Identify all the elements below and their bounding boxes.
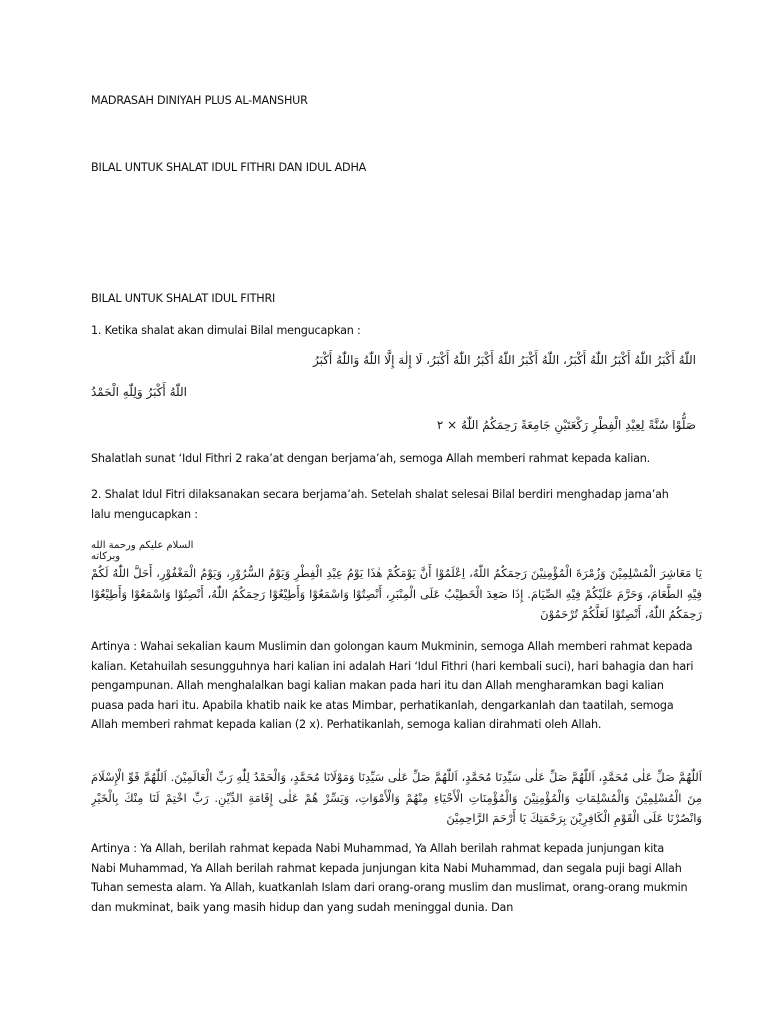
arabic-announcement-block: يَا مَعَاشِرَ الْمُسْلِمِيْنَ وَزُمْرَةَ الْمُؤْمِنِيْنَ رَحِمَكُمُ اللّٰهُ، اِعْلَمُوْا أَنَّ يَوْمَكُمْ هٰذَا يَوْمُ عِيْدِ الْفِطْرِ وَيَوْمُ السُّرُوْرِ، وَيَوْمُ الْمَغْفُوْرِ، أَحَلَّ اللّٰهُ لَكُمْ فِيْهِ الطَّعَامَ، وَحَرَّمَ عَلَيْكُمْ فِيْهِ الصِّيَامَ. إِذَا صَعِدَ الْخَطِيْبُ عَلَى الْمِنْبَرِ، أَنْصِتُوْا وَاسْمَعُوْا وَأَطِيْعُوْا رَحِمَكُمُ اللّٰهُ، أَنْصِتُوْا وَاسْمَعُوْا وَأَطِيْعُوْا رَحِمَكُمُ اللّٰهُ، أَنْصِتُوْا لَعَلَّكُمْ تُرْحَمُوْنَ	[91, 566, 702, 621]
section-title: BILAL UNTUK SHALAT IDUL FITHRI	[91, 292, 276, 305]
step-2-instruction: 2. Shalat Idul Fitri dilaksanakan secara berjama’ah. Setelah shalat selesai Bilal berdiri menghadap jama’ah lalu mengucapkan :	[91, 488, 669, 521]
arabic-salam: السلام عليكم ورحمة الله وبركاته	[91, 540, 194, 562]
school-heading: MADRASAH DINIYAH PLUS AL-MANSHUR	[91, 94, 308, 107]
shalatlah-translation: Shalatlah sunat ‘Idul Fithri 2 raka’at dengan berjama’ah, semoga Allah memberi rahmat kepada kalian.	[91, 452, 651, 465]
document-title: BILAL UNTUK SHALAT IDUL FITHRI DAN IDUL ADHA	[91, 161, 367, 174]
arabic-takbir-line: اللّٰهُ أَكْبَرُ اللّٰهُ أَكْبَرُ اللّٰهُ أَكْبَرُ، اللّٰهُ أَكْبَرُ اللّٰهُ أَكْبَرُ اللّٰهُ أَكْبَرُ، لَا إِلٰهَ إِلَّا اللّٰهُ وَاللّٰهُ أَكْبَرُ	[312, 353, 696, 367]
arabic-tahmid-line	[91, 385, 187, 399]
arabic-tahmid-text: اللّٰهُ أَكْبَرُ وَلِلّٰهِ الْحَمْدُ	[91, 385, 187, 399]
artinya-1-paragraph: Artinya : Wahai sekalian kaum Muslimin dan golongan kaum Mukminin, semoga Allah memberi rahmat kepada kalian. Ketahuilah sesungguhnya hari kalian ini adalah Hari ‘Idul Fithri (hari kembali suci), hari bahagia dan hari pengampunan. Allah menghalalkan bagi kalian makan pada hari itu dan Allah mengharamkan bagi kalian puasa pada hari itu. Apabila khatib naik ke atas Mimbar, perhatikanlah, dengarkanlah dan taatilah, semoga Allah memberi rahmat kepada kalian (2 x). Perhatikanlah, semoga kalian dirahmati oleh Allah.	[91, 640, 694, 732]
arabic-shalawat-block: اَللّٰهُمَّ صَلِّ عَلٰى مُحَمَّدٍ، اَللّٰهُمَّ صَلِّ عَلٰى سَيِّدِنَا مُحَمَّدٍ، اَللّٰهُمَّ صَلِّ عَلٰى سَيِّدِنَا وَمَوْلَانَا مُحَمَّدٍ، وَالْحَمْدُ لِلّٰهِ رَبِّ الْعَالَمِيْنَ. اَللّٰهُمَّ قَوِّ الْإِسْلَامَ مِنَ الْمُسْلِمِيْنَ وَالْمُسْلِمَاتِ وَالْمُؤْمِنِيْنَ وَالْمُؤْمِنَاتِ الْأَحْيَاءِ مِنْهُمْ وَالْأَمْوَاتِ، وَيَسِّرْ هُمْ عَلٰى إِقَامَةِ الدِّيْنِ. رَبِّ اخْتِمْ لَنَا مِنْكَ بِالْخَيْرِ وَانْصُرْنَا عَلَى الْقَوْمِ الْكَافِرِيْنَ بِرَحْمَتِكَ يَا أَرْحَمَ الرَّاحِمِيْنَ	[91, 770, 702, 825]
step-1-instruction: 1. Ketika shalat akan dimulai Bilal mengucapkan :	[91, 324, 361, 337]
arabic-call-line: صَلُّوْا سُنَّةً لِعِيْدِ الْفِطْرِ رَكْعَتَيْنِ جَامِعَةً رَحِمَكُمُ اللّٰهُ × ٢	[436, 418, 696, 432]
artinya-2-paragraph: Artinya : Ya Allah, berilah rahmat kepada Nabi Muhammad, Ya Allah berilah rahmat kepada junjungan kita Nabi Muhammad, Ya Allah berilah rahmat kepada junjungan kita Nabi Muhammad, dan segala puji bagi Allah Tuhan semesta alam. Ya Allah, kuatkanlah Islam dari orang-orang muslim dan muslimat, orang-orang mukmin dan mukminat, baik yang masih hidup dan yang sudah meninggal dunia. Dan	[91, 842, 688, 914]
